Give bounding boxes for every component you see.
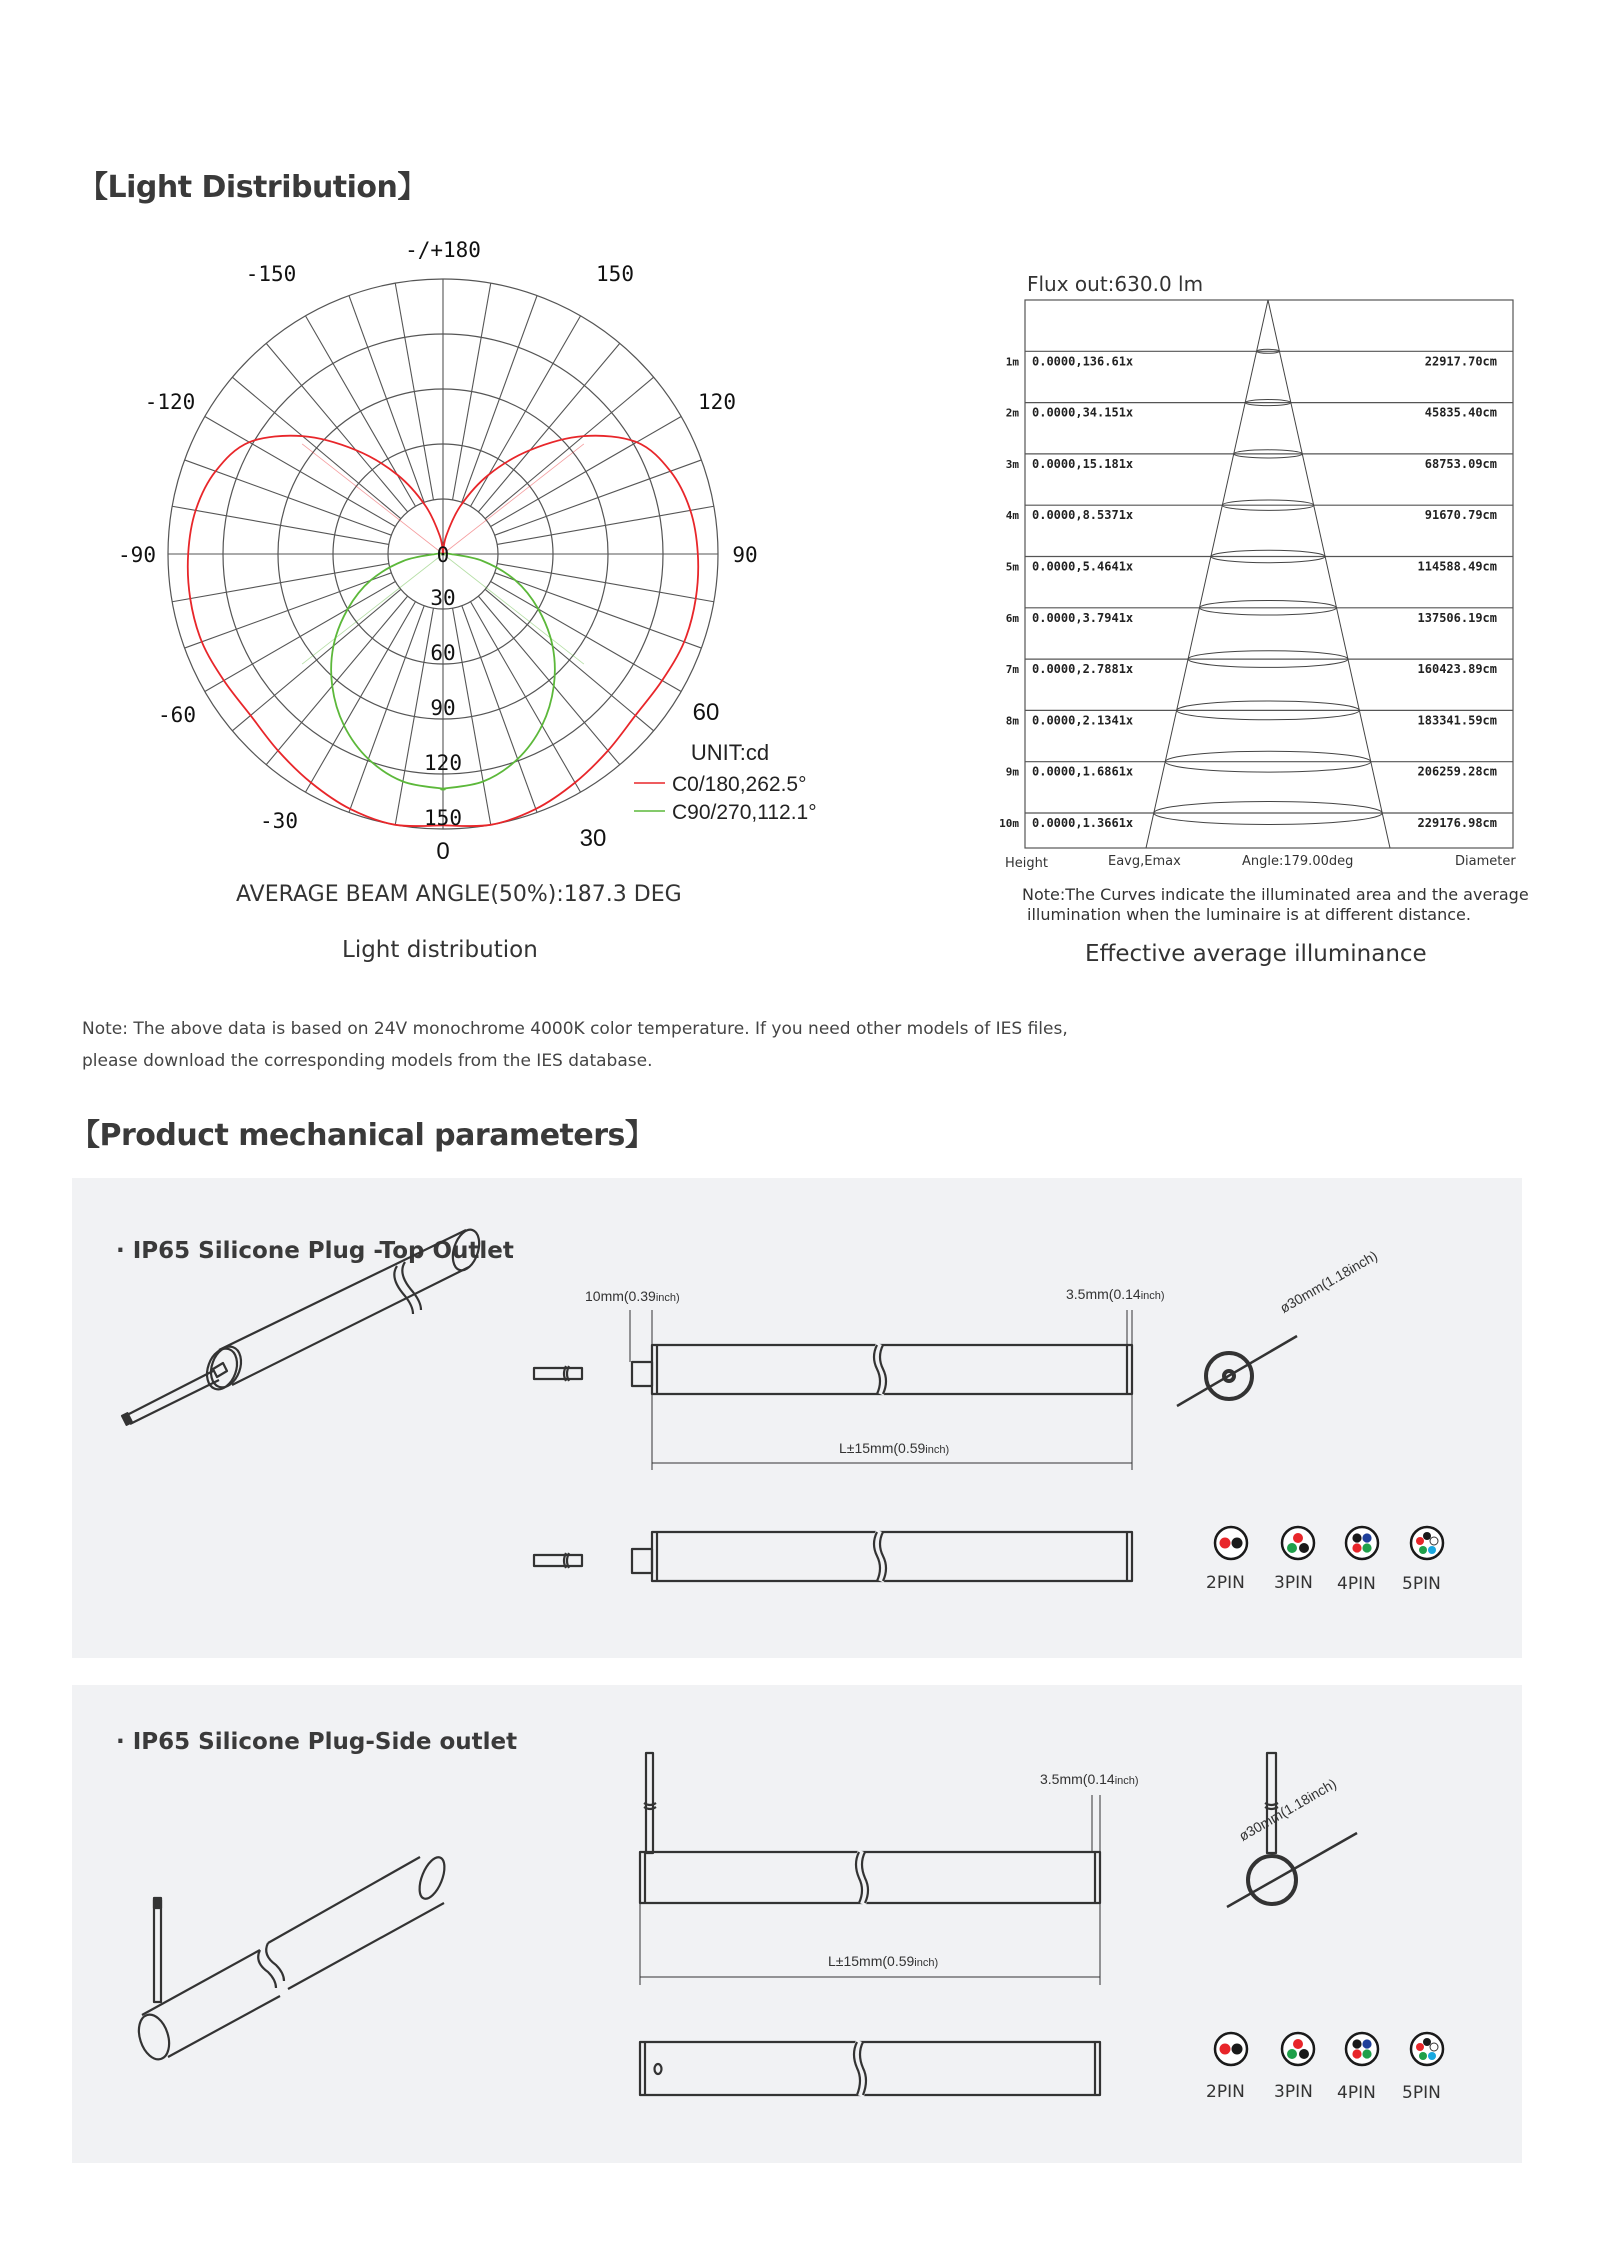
cone-edge [1146,300,1268,848]
pin-5-icon [1411,1527,1443,1559]
isometric-bar-side-icon [134,1854,450,2063]
illuminance-chart [980,295,1540,875]
angle-label: 150 [596,262,634,286]
illum-height: 3m [1005,457,1019,471]
angle-label: -30 [260,809,298,833]
angle-label: 30 [579,825,607,852]
angle-label: 0 [436,838,450,865]
legend-label-c90: C90/270,112.1° [672,801,817,824]
polar-spoke [349,606,424,813]
footer-diameter: Diameter [1455,854,1516,869]
side-view-side-outlet-2 [640,2041,1100,2096]
polar-spoke [471,316,581,507]
illuminance-note [1022,885,1529,925]
polar-spoke [395,283,433,500]
illum-height: 9m [1005,765,1019,779]
illum-height: 5m [1005,560,1019,574]
illum-eavg-emax: 0.0000,2.7881x [1032,662,1134,677]
dim-length-tolerance: L±15mm(0.59inch) [839,1440,950,1456]
polar-labels [118,238,758,865]
cone-edge [1268,300,1390,848]
data-note [82,1013,1068,1077]
polar-spoke [266,596,407,765]
panel-top-outlet [72,1178,1522,1658]
illum-diameter: 183341.59cm [1417,713,1497,728]
pin-label-4: 4PIN [1337,1574,1376,1594]
illum-height: 2m [1005,406,1019,420]
polar-spoke [306,602,416,793]
polar-spoke [266,343,407,512]
flux-out: Flux out:630.0 lm [1027,272,1204,296]
footer-angle: Angle:179.00deg [1242,854,1354,869]
illum-eavg-emax: 0.0000,5.4641x [1032,559,1134,574]
dim-diameter-side: ø30mm(1.18inch) [1236,1775,1340,1844]
legend-label-c0: C0/180,262.5° [672,773,807,796]
illum-eavg-emax: 0.0000,136.61x [1032,354,1134,369]
panel-title-top-outlet: · IP65 Silicone Plug -Top Outlet [116,1238,514,1264]
pin-label-5-side: 5PIN [1402,2083,1441,2103]
dim-diameter: ø30mm(1.18inch) [1277,1247,1381,1316]
dim-endcap-thickness: 3.5mm(0.14inch) [1066,1286,1165,1302]
angle-label: -60 [158,703,196,727]
angle-label: 120 [698,390,736,414]
polar-spoke [395,608,433,825]
radial-tick-label: 90 [430,696,456,720]
angle-label: 60 [692,699,720,726]
angle-label: -150 [245,262,297,286]
half-intensity-line [443,444,584,554]
illuminance-note-line1: Note:The Curves indicate the illuminated area and the average [1022,885,1529,904]
polar-spoke [485,589,654,730]
footer-height: Height [1005,856,1048,871]
illum-eavg-emax: 0.0000,8.5371x [1032,508,1134,523]
illum-diameter: 137506.19cm [1417,610,1497,625]
angle-label: -/+180 [405,238,481,262]
polar-spoke [172,506,389,544]
polar-spoke [471,602,581,793]
side-view-top-outlet-2 [534,1531,1132,1581]
polar-spoke [349,296,424,503]
radial-tick-label: 120 [424,751,462,775]
pin-label-5: 5PIN [1402,1574,1441,1594]
illum-eavg-emax: 0.0000,3.7941x [1032,610,1134,625]
illum-height: 10m [999,817,1019,830]
angle-label: 90 [732,543,758,567]
half-intensity-line [302,554,443,664]
polar-chart [0,230,900,890]
illum-diameter: 160423.89cm [1417,662,1497,677]
pin-icons-side [1200,2027,1520,2071]
illum-diameter: 91670.79cm [1424,508,1497,523]
data-note-line1: Note: The above data is based on 24V monochrome 4000K color temperature. If you need other models of IES files, [82,1019,1068,1039]
side-view-top-outlet [534,1310,1132,1470]
dim-endcap-thickness-side: 3.5mm(0.14inch) [1040,1771,1139,1787]
half-intensity-line [302,444,443,554]
polar-spoke [232,589,401,730]
illum-height: 7m [1005,663,1019,677]
pin-3-icon [1282,2033,1314,2065]
illum-eavg-emax: 0.0000,1.6861x [1032,764,1134,779]
angle-label: -120 [144,390,196,414]
half-intensity-line [443,554,584,664]
polar-spoke [232,377,401,518]
illum-diameter: 206259.28cm [1417,764,1497,779]
pin-4-icon [1346,1527,1378,1559]
polar-spoke [453,608,491,825]
pin-label-2-side: 2PIN [1206,2082,1245,2102]
polar-spoke [205,417,396,527]
angle-label: -90 [118,543,156,567]
polar-spoke [478,596,619,765]
panel-side-outlet [72,1685,1522,2163]
pin-2-icon [1215,2033,1247,2065]
illum-eavg-emax: 0.0000,15.181x [1032,456,1134,471]
polar-spoke [462,296,537,503]
polar-spoke [497,506,714,544]
isometric-bar-icon [122,1226,484,1424]
pin-3-icon [1282,1527,1314,1559]
section-title-light-distribution: 【Light Distribution】 [78,170,427,205]
radial-tick-label: 0 [436,543,450,567]
illum-diameter: 22917.70cm [1424,354,1497,369]
pin-icons [1200,1521,1520,1565]
illum-height: 6m [1005,611,1019,625]
illum-diameter: 229176.98cm [1417,816,1497,830]
panel-title-side-outlet: · IP65 Silicone Plug-Side outlet [116,1729,518,1755]
polar-spoke [491,582,682,692]
pin-4-icon [1346,2033,1378,2065]
legend-unit: UNIT:cd [690,740,770,765]
radial-tick-label: 60 [430,641,456,665]
side-view-side-outlet [640,1753,1100,1985]
pin-label-2: 2PIN [1206,1573,1245,1593]
dim-length-tolerance-side: L±15mm(0.59inch) [828,1953,939,1969]
illum-eavg-emax: 0.0000,34.151x [1032,405,1134,420]
data-note-line2: please download the corresponding models from the IES database. [82,1051,653,1071]
illuminance-caption: Effective average illuminance [1085,941,1427,967]
footer-eavg: Eavg,Emax [1108,854,1181,869]
illum-eavg-emax: 0.0000,1.3661x [1032,816,1134,830]
polar-spoke [485,377,654,518]
illum-height: 8m [1005,714,1019,728]
illum-height: 4m [1005,509,1019,523]
illum-eavg-emax: 0.0000,2.1341x [1032,713,1134,728]
polar-spoke [453,283,491,500]
illum-height: 1m [1005,355,1019,369]
illum-diameter: 114588.49cm [1417,559,1497,574]
polar-spoke [306,316,416,507]
polar-spoke [205,582,396,692]
polar-spoke [491,417,682,527]
beam-angle-text: AVERAGE BEAM ANGLE(50%):187.3 DEG [236,882,682,907]
pin-label-3-side: 3PIN [1274,2082,1313,2102]
polar-spoke [478,343,619,512]
illuminance-note-line2: illumination when the luminaire is at different distance. [1027,905,1471,924]
section-title-mechanical: 【Product mechanical parameters】 [70,1118,655,1153]
pin-label-3: 3PIN [1274,1573,1313,1593]
end-view-top-outlet [1177,1336,1297,1406]
polar-caption: Light distribution [342,937,538,963]
polar-spoke [185,573,392,648]
illum-diameter: 68753.09cm [1424,456,1497,471]
dim-cable-length: 10mm(0.39inch) [585,1288,680,1304]
pin-label-4-side: 4PIN [1337,2083,1376,2103]
polar-spoke [462,606,537,813]
radial-tick-label: 150 [424,806,462,830]
polar-spoke [495,573,702,648]
pin-5-icon [1411,2033,1443,2065]
illum-diameter: 45835.40cm [1424,405,1497,420]
radial-tick-label: 30 [430,586,456,610]
pin-2-icon [1215,1527,1247,1559]
